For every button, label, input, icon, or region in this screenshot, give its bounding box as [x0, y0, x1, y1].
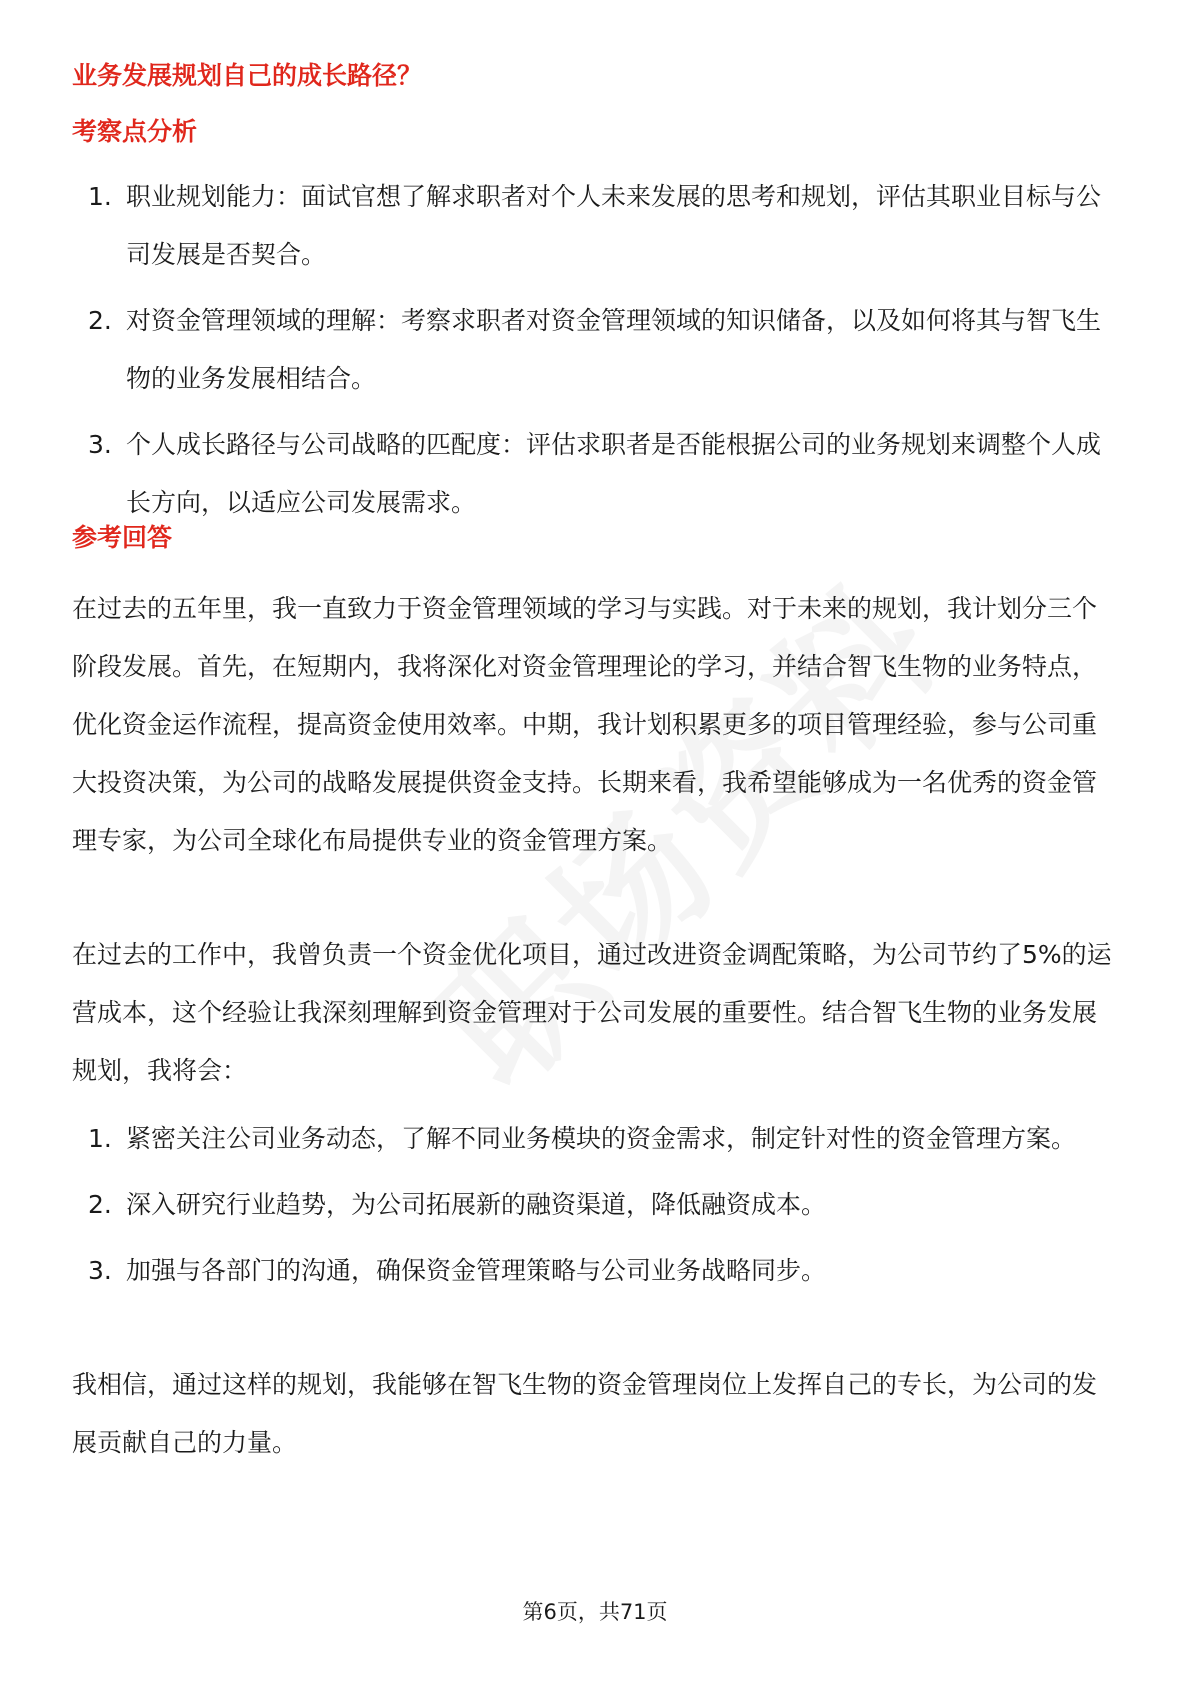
list-item-number: 2.	[88, 306, 112, 335]
list-item	[72, 416, 1122, 532]
list-item-number: 3.	[88, 430, 112, 459]
list-item-text: 加强与各部门的沟通，确保资金管理策略与公司业务战略同步。	[126, 1256, 827, 1285]
answer-paragraph-3: 我相信，通过这样的规划，我能够在智飞生物的资金管理岗位上发挥自己的专长，为公司的发展贡献自己的力量。	[72, 1370, 1098, 1457]
list-item	[72, 1176, 1122, 1234]
list-item-text: 深入研究行业趋势，为公司拓展新的融资渠道，降低融资成本。	[126, 1190, 827, 1219]
list-item	[72, 292, 1122, 408]
question-title: 业务发展规划自己的成长路径？	[72, 61, 423, 90]
list-item-text: 对资金管理领域的理解：考察求职者对资金管理领域的知识储备，以及如何将其与智飞生物的业务发展相结合。	[126, 306, 1102, 393]
list-item	[72, 1242, 1122, 1300]
plan-list	[72, 1110, 1122, 1300]
answer-paragraph-1: 在过去的五年里，我一直致力于资金管理领域的学习与实践。对于未来的规划，我计划分三个阶段发展。首先，在短期内，我将深化对资金管理理论的学习，并结合智飞生物的业务特点，优化资金运作流程，提高资金使用效率。中期，我计划积累更多的项目管理经验，参与公司重大投资决策，为公司的战略发展提供资金支持。长期来看，我希望能够成为一名优秀的资金管理专家，为公司全球化布局提供专业的资金管理方案。	[72, 594, 1098, 855]
analysis-list	[72, 168, 1122, 532]
list-item-number: 1.	[88, 1124, 112, 1153]
list-item-text: 职业规划能力：面试官想了解求职者对个人未来发展的思考和规划，评估其职业目标与公司发展是否契合。	[126, 182, 1102, 269]
list-item	[72, 1110, 1122, 1168]
page-number-footer: 第6页，共71页	[522, 1600, 668, 1624]
list-item-number: 2.	[88, 1190, 112, 1219]
list-item-text: 个人成长路径与公司战略的匹配度：评估求职者是否能根据公司的业务规划来调整个人成长方向，以适应公司发展需求。	[126, 430, 1102, 517]
answer-paragraph-2: 在过去的工作中，我曾负责一个资金优化项目，通过改进资金调配策略，为公司节约了5%的运营成本，这个经验让我深刻理解到资金管理对于公司发展的重要性。结合智飞生物的业务发展规划，我将会：	[72, 940, 1112, 1085]
answer-heading: 参考回答	[72, 523, 173, 552]
list-item	[72, 168, 1122, 284]
list-item-number: 3.	[88, 1256, 112, 1285]
analysis-heading: 考察点分析	[72, 117, 198, 146]
list-item-text: 紧密关注公司业务动态，了解不同业务模块的资金需求，制定针对性的资金管理方案。	[126, 1124, 1077, 1153]
list-item-number: 1.	[88, 182, 112, 211]
